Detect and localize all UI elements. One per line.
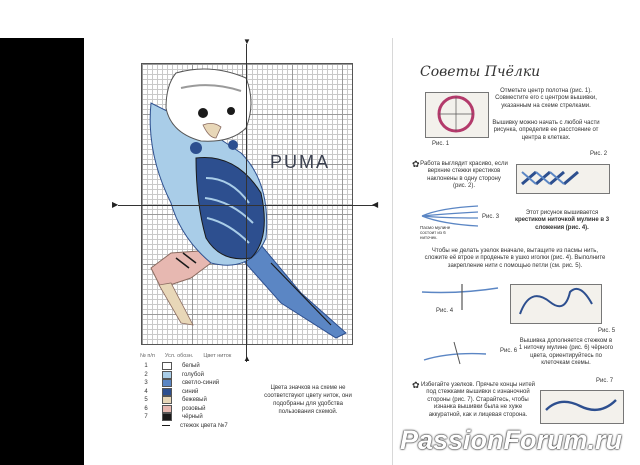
fig4-needle-icon (420, 282, 500, 312)
color-legend (140, 353, 231, 430)
legend-col-symbol: Усл. обозн. (164, 353, 194, 359)
scheme-note: Цвета значков на схеме не соответствуют цвету ниток, они подобраны для удобства пользования схемой. (264, 385, 352, 415)
legend-col-color: Цвет ниток (203, 353, 232, 359)
bee-bullet-2-icon: ✿ (412, 380, 420, 390)
legend-row (140, 371, 231, 380)
fig5-label: Рис. 5 (598, 328, 616, 334)
legend-color-name: светло-синий (182, 380, 220, 387)
legend-row (140, 413, 231, 422)
center-arrow-left-icon: ▶ (112, 200, 119, 209)
left-black-strip (0, 38, 84, 465)
center-arrow-bottom-icon: ▲ (243, 354, 251, 363)
legend-row (140, 396, 231, 405)
legend-swatch (162, 362, 172, 370)
legend-row-number: 4 (144, 388, 148, 395)
chart-label: PUMA (270, 152, 331, 172)
fig1-label: Рис. 1 (432, 141, 450, 147)
fig1-hoop-icon (425, 92, 487, 136)
center-axis-vertical (246, 44, 247, 362)
legend-row-number: 1 (144, 363, 148, 370)
tip-3 (512, 210, 612, 232)
tip-5-text: Вышивка дополняется стежком в 1 ниточку мулине (рис. 6) чёрного цвета, ориентируйтесь по клеточкам схемы. (518, 338, 614, 367)
legend-color-name: чёрный (182, 414, 203, 421)
legend-color-name: голубой (182, 371, 204, 378)
fig7-label: Рис. 7 (596, 378, 614, 384)
page-fold (392, 38, 393, 465)
fig3-label: Рис. 3 (482, 214, 500, 220)
legend-color-name: белый (182, 363, 200, 370)
legend-row-number: 2 (144, 371, 148, 378)
fig2-label: Рис. 2 (590, 151, 608, 157)
center-arrow-top-icon: ▼ (243, 37, 251, 46)
legend-swatch (162, 413, 172, 421)
tip-5 (518, 338, 614, 368)
legend-swatch (162, 371, 172, 379)
fig6-label: Рис. 6 (500, 348, 518, 354)
legend-swatch (162, 396, 172, 404)
top-margin (0, 0, 640, 38)
tip-6: Избегайте узелков. Прячьте концы нитей под стежками вышивки с изнаночной стороны (рис. 7). Старайтесь, чтобы изнанка вышивки была не хуже аккуратной, как и лицевая сторона. (420, 382, 536, 418)
fig7-thread-end-icon (540, 390, 622, 422)
tip-1: Отметьте центр полотна (рис. 1). Совместите его с центром вышивки, указанным на схеме стрелками. (495, 88, 597, 109)
legend-row-number: 7 (144, 414, 148, 421)
legend-col-num: № п/п (140, 353, 155, 359)
legend-color-name: синий (182, 388, 199, 395)
legend-swatch (162, 379, 172, 387)
legend-row (140, 362, 231, 371)
tip-1b: Вышивку можно начать с любой части рисунка, определив ее расстояние от центра в клетках. (492, 120, 600, 141)
legend-swatch (162, 425, 170, 426)
legend-swatch (162, 405, 172, 413)
tip-4: Чтобы не делать узелок вначале, вытащите из пасмы нить, сложите её втрое и проденьте в ушко иголки (рис. 4). Выполните закрепление нити с помощью петли (см. рис. 5). (424, 248, 606, 269)
fig3-caption: Пасмо мулине состоит из 6 ниточек. (420, 225, 451, 240)
fig5-loop-stitch-icon (510, 284, 600, 322)
legend-row-number: 5 (144, 397, 148, 404)
tip-3-text: Этот рисунок вышивается (525, 210, 599, 216)
fig4-label: Рис. 4 (436, 308, 454, 314)
legend-row-number: 6 (144, 405, 148, 412)
legend-color-name: розовый (182, 405, 206, 412)
fig2-cross-stitch-icon (516, 164, 608, 192)
legend-row-number: 3 (144, 380, 148, 387)
legend-color-name: бежевый (182, 397, 207, 404)
watermark: PassionForum.ru (400, 425, 623, 455)
tip-3-bold: крестиком ниточкой мулине в 3 сложения (рис. 4). (514, 217, 610, 231)
legend-row (140, 422, 231, 431)
legend-row (140, 405, 231, 414)
bee-bullet-icon: ✿ (412, 159, 420, 169)
legend-row (140, 379, 231, 388)
legend-row (140, 388, 231, 397)
legend-swatch (162, 388, 172, 396)
tips-title: Советы Пчёлки (420, 64, 541, 80)
fig6-backstitch-icon (420, 340, 490, 366)
center-arrow-right-icon: ◀ (372, 200, 379, 209)
tip-2: Работа выглядит красиво, если верхние стежки крестиков наклонены в одну сторону (рис. 2). (420, 161, 508, 190)
legend-color-name: стежок цвета №7 (180, 422, 228, 429)
